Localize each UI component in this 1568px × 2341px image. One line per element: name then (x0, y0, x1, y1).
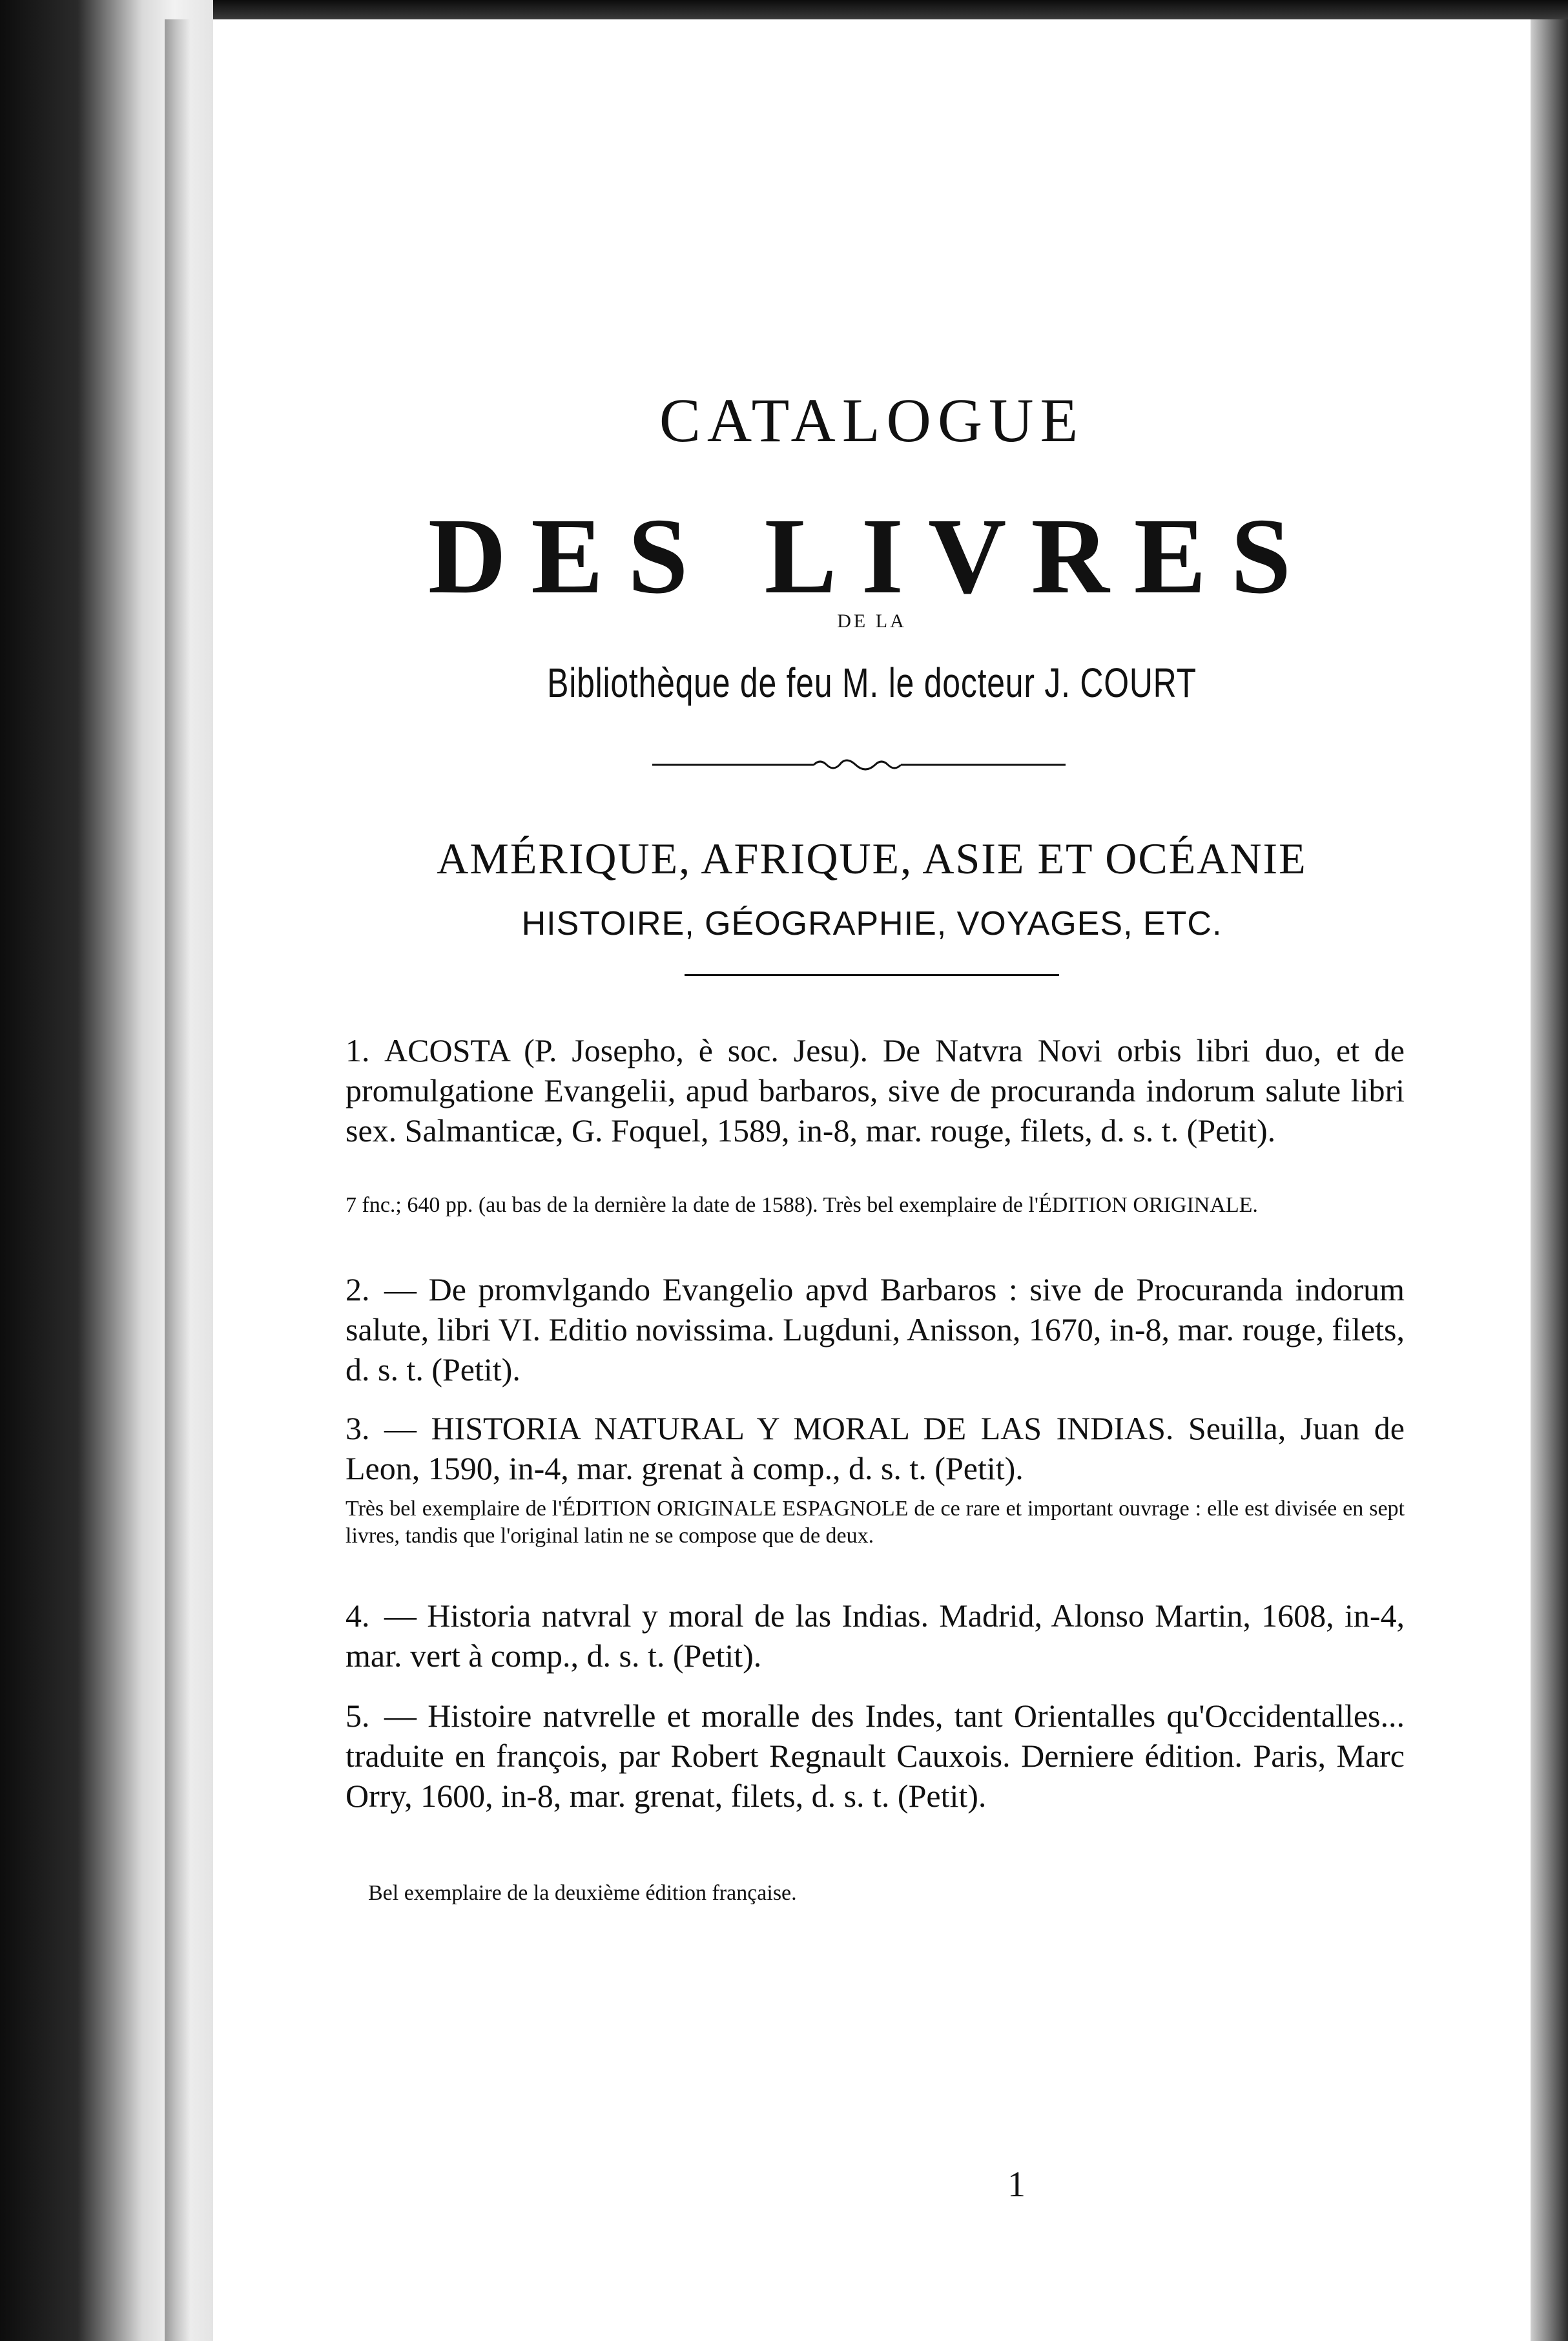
entry-text: — Historia natvral y moral de las Indias. Madrid, Alonso Martin, 1608, in-4, mar. vert à comp., d. s. t. (Petit). (346, 1597, 1405, 1674)
entry-number: 4. (346, 1597, 370, 1634)
entry-number: 2. (346, 1271, 370, 1307)
entry-number: 3. (346, 1410, 370, 1446)
catalogue-entry (346, 1596, 1405, 1676)
entry-note: 7 fnc.; 640 pp. (au bas de la dernière la date de 1588). Très bel exemplaire de l'ÉDITION ORIGINALE. (346, 1193, 1258, 1217)
entry-text: — HISTORIA NATURAL Y MORAL DE LAS INDIAS. Seuilla, Juan de Leon, 1590, in-4, mar. grenat à comp., d. s. t. (Petit). (346, 1410, 1405, 1486)
entry-number: 1. (346, 1032, 370, 1068)
scan-edge-top (0, 0, 1568, 19)
catalogue-entry (346, 1408, 1405, 1488)
entry-text: — Histoire natvrelle et moralle des Indes, tant Orientalles qu'Occidentalles... traduite en françois, par Robert Regnault Cauxois. Derniere édition. Paris, Marc Orry, 1600, in-8, mar. grenat, filets, d. s. t. (Petit). (346, 1698, 1405, 1814)
section-title: AMÉRIQUE, AFRIQUE, ASIE ET OCÉANIE (437, 834, 1307, 883)
page-number: 1 (1007, 2165, 1026, 2205)
catalogue-entry (346, 1269, 1405, 1389)
des-livres-heading: DES LIVRES (428, 496, 1316, 616)
catalogue-page (213, 19, 1531, 2341)
entry-note: Bel exemplaire de la deuxième édition française. (368, 1881, 797, 1905)
page-right-edge (1531, 19, 1568, 2341)
ornament-divider (652, 754, 1066, 774)
entry-number: 5. (346, 1698, 370, 1734)
de-la-heading: DE LA (837, 610, 907, 632)
catalogue-entry (346, 1030, 1405, 1150)
library-heading: Bibliothèque de feu M. le docteur J. COURT (547, 660, 1197, 706)
entry-text: ACOSTA (P. Josepho, è soc. Jesu). De Natvra Novi orbis libri duo, et de promulgatione Evangelii, apud barbaros, sive de procuranda indorum salute libri sex. Salmanticæ, G. Foquel, 1589, in-8, mar. rouge, filets, d. s. t. (Petit). (346, 1032, 1405, 1149)
entry-text: — De promvlgando Evangelio apvd Barbaros : sive de Procuranda indorum salute, libri VI. Editio novissima. Lugduni, Anisson, 1670, in-8, mar. rouge, filets, d. s. t. (Petit). (346, 1271, 1405, 1388)
catalogue-entry (346, 1696, 1405, 1816)
section-rule (685, 974, 1059, 976)
catalogue-heading: CATALOGUE (659, 386, 1085, 455)
section-subtitle: HISTOIRE, GÉOGRAPHIE, VOYAGES, ETC. (521, 905, 1222, 942)
entry-note: Très bel exemplaire de l'ÉDITION ORIGINALE ESPAGNOLE de ce rare et important ouvrage : elle est divisée en sept livres, tandis que l'original latin ne se compose que de deux. (346, 1497, 1405, 1548)
spine-shadow (165, 19, 191, 2341)
